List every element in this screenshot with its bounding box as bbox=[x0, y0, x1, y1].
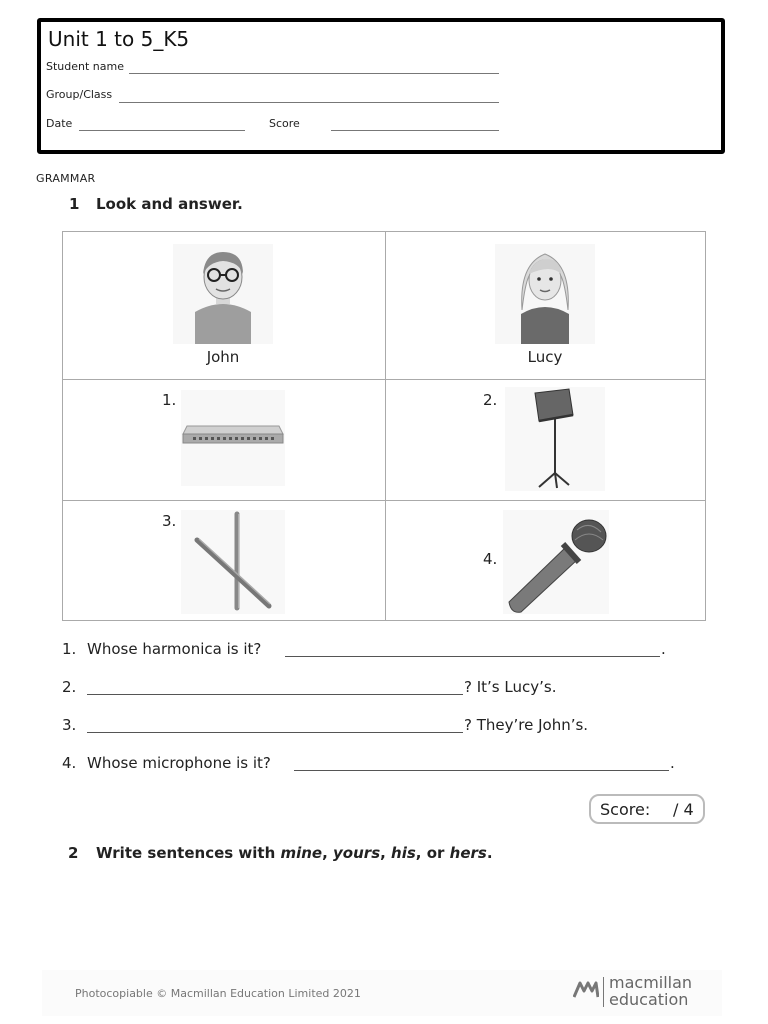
logo-divider bbox=[603, 977, 604, 1007]
brand-name: macmillan education bbox=[609, 973, 693, 1009]
answer-4-line[interactable] bbox=[294, 770, 669, 771]
section-label: GRAMMAR bbox=[36, 172, 96, 185]
answer-1-line[interactable] bbox=[285, 656, 660, 657]
lucy-label: Lucy bbox=[527, 348, 563, 366]
exercise-1-title: Look and answer. bbox=[96, 195, 243, 213]
group-class-field[interactable] bbox=[119, 102, 499, 103]
score-field[interactable] bbox=[331, 130, 499, 131]
macmillan-logo-icon bbox=[573, 979, 599, 999]
answer-2-line[interactable] bbox=[87, 694, 463, 695]
answer-3-line[interactable] bbox=[87, 732, 463, 733]
score-label: Score bbox=[269, 117, 300, 130]
date-field[interactable] bbox=[79, 130, 245, 131]
score-box-label: Score: bbox=[600, 800, 651, 819]
question-4-text: Whose microphone is it? bbox=[87, 754, 271, 772]
student-name-label: Student name bbox=[46, 60, 124, 73]
question-3-number: 3. bbox=[62, 716, 77, 734]
question-1-number: 1. bbox=[62, 640, 77, 658]
date-label: Date bbox=[46, 117, 73, 130]
exercise-1-number: 1 bbox=[69, 195, 80, 213]
cell-3-number: 3. bbox=[162, 512, 177, 530]
header-box bbox=[37, 18, 725, 154]
student-name-field[interactable] bbox=[129, 73, 499, 74]
question-4-end: . bbox=[670, 754, 675, 772]
group-class-label: Group/Class bbox=[46, 88, 113, 101]
john-label: John bbox=[206, 348, 240, 366]
score-box-total: / 4 bbox=[673, 800, 694, 819]
lucy-avatar-icon bbox=[495, 244, 595, 344]
question-3-text: ? They’re John’s. bbox=[464, 716, 589, 734]
question-1-text: Whose harmonica is it? bbox=[87, 640, 262, 658]
cell-4-number: 4. bbox=[483, 550, 498, 568]
john-avatar-icon bbox=[173, 244, 273, 344]
drumsticks-icon bbox=[181, 510, 285, 614]
exercise-2-title: Write sentences with mine, yours, his, or hers. bbox=[96, 844, 493, 862]
grid-divider bbox=[385, 232, 386, 620]
page-title: Unit 1 to 5_K5 bbox=[48, 27, 190, 51]
harmonica-icon bbox=[181, 390, 285, 486]
cell-1-number: 1. bbox=[162, 391, 177, 409]
question-2-number: 2. bbox=[62, 678, 77, 696]
grid-divider bbox=[63, 500, 705, 501]
picture-grid bbox=[62, 231, 706, 621]
grid-divider bbox=[63, 379, 705, 380]
cell-2-number: 2. bbox=[483, 391, 498, 409]
question-1-end: . bbox=[661, 640, 666, 658]
microphone-icon bbox=[503, 510, 609, 614]
macmillan-logo bbox=[573, 974, 703, 1014]
music-stand-icon bbox=[505, 387, 605, 491]
copyright-text: Photocopiable © Macmillan Education Limited 2021 bbox=[75, 987, 361, 1000]
score-box bbox=[589, 794, 705, 824]
exercise-2-number: 2 bbox=[68, 844, 79, 862]
question-2-text: ? It’s Lucy’s. bbox=[464, 678, 557, 696]
question-4-number: 4. bbox=[62, 754, 77, 772]
